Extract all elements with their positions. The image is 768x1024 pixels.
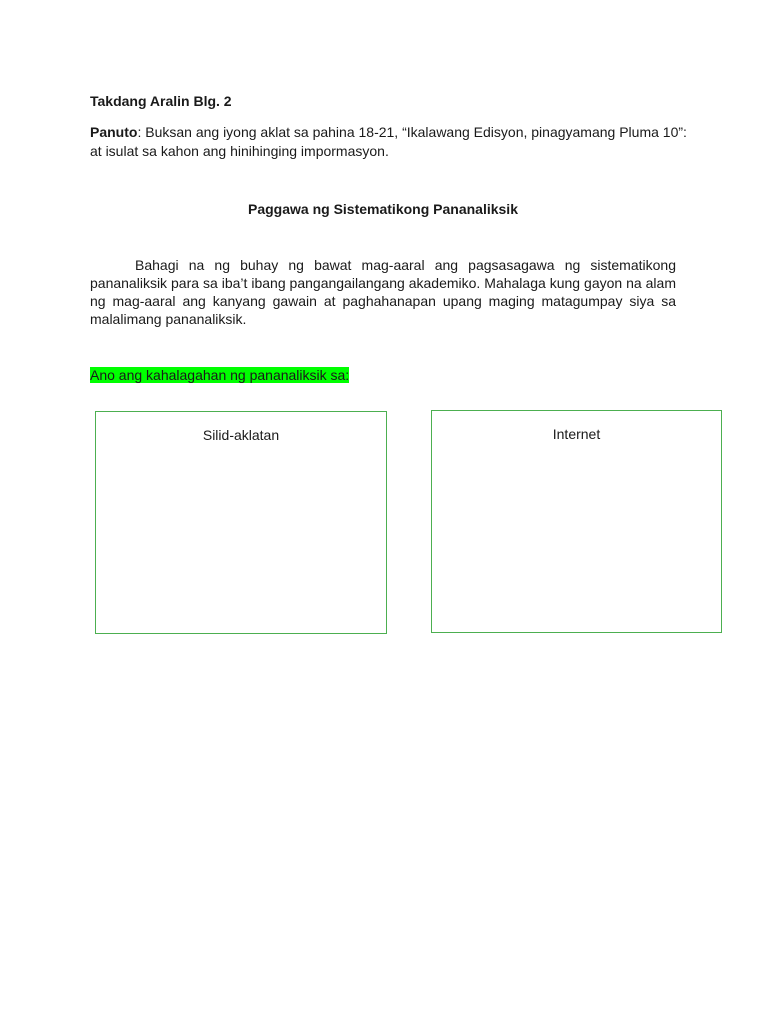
- assignment-title: Takdang Aralin Blg. 2: [90, 93, 232, 109]
- answer-box-label: Internet: [552, 426, 601, 442]
- question-line: [90, 367, 349, 383]
- question-highlight: Ano ang kahalagahan ng pananaliksik sa:: [90, 367, 350, 383]
- section-title: Paggawa ng Sistematikong Pananaliksik: [248, 201, 518, 217]
- instructions-label: Panuto: [90, 124, 138, 140]
- instructions: [90, 123, 690, 161]
- instructions-text: : Buksan ang iyong aklat sa pahina 18-21, “Ikalawang Edisyon, pinagyamang Pluma 10”: at isulat sa kahon ang hinihinging impormasyon.: [90, 124, 687, 159]
- body-paragraph: Bahagi na ng buhay ng bawat mag-aaral ang pagsasagawa ng sistematikong pananaliksik para sa iba’t ibang pangangailangang akademiko. Mahalaga kung gayon na alam ng mag-aaral ang kanyang gawain at paghahanapan upang maging matagumpay siya sa malalimang pananaliksik.: [90, 257, 676, 327]
- answer-box-silid-aklatan[interactable]: [95, 411, 387, 634]
- answer-box-label: Silid-aklatan: [202, 427, 280, 443]
- answer-box-internet[interactable]: [431, 410, 722, 633]
